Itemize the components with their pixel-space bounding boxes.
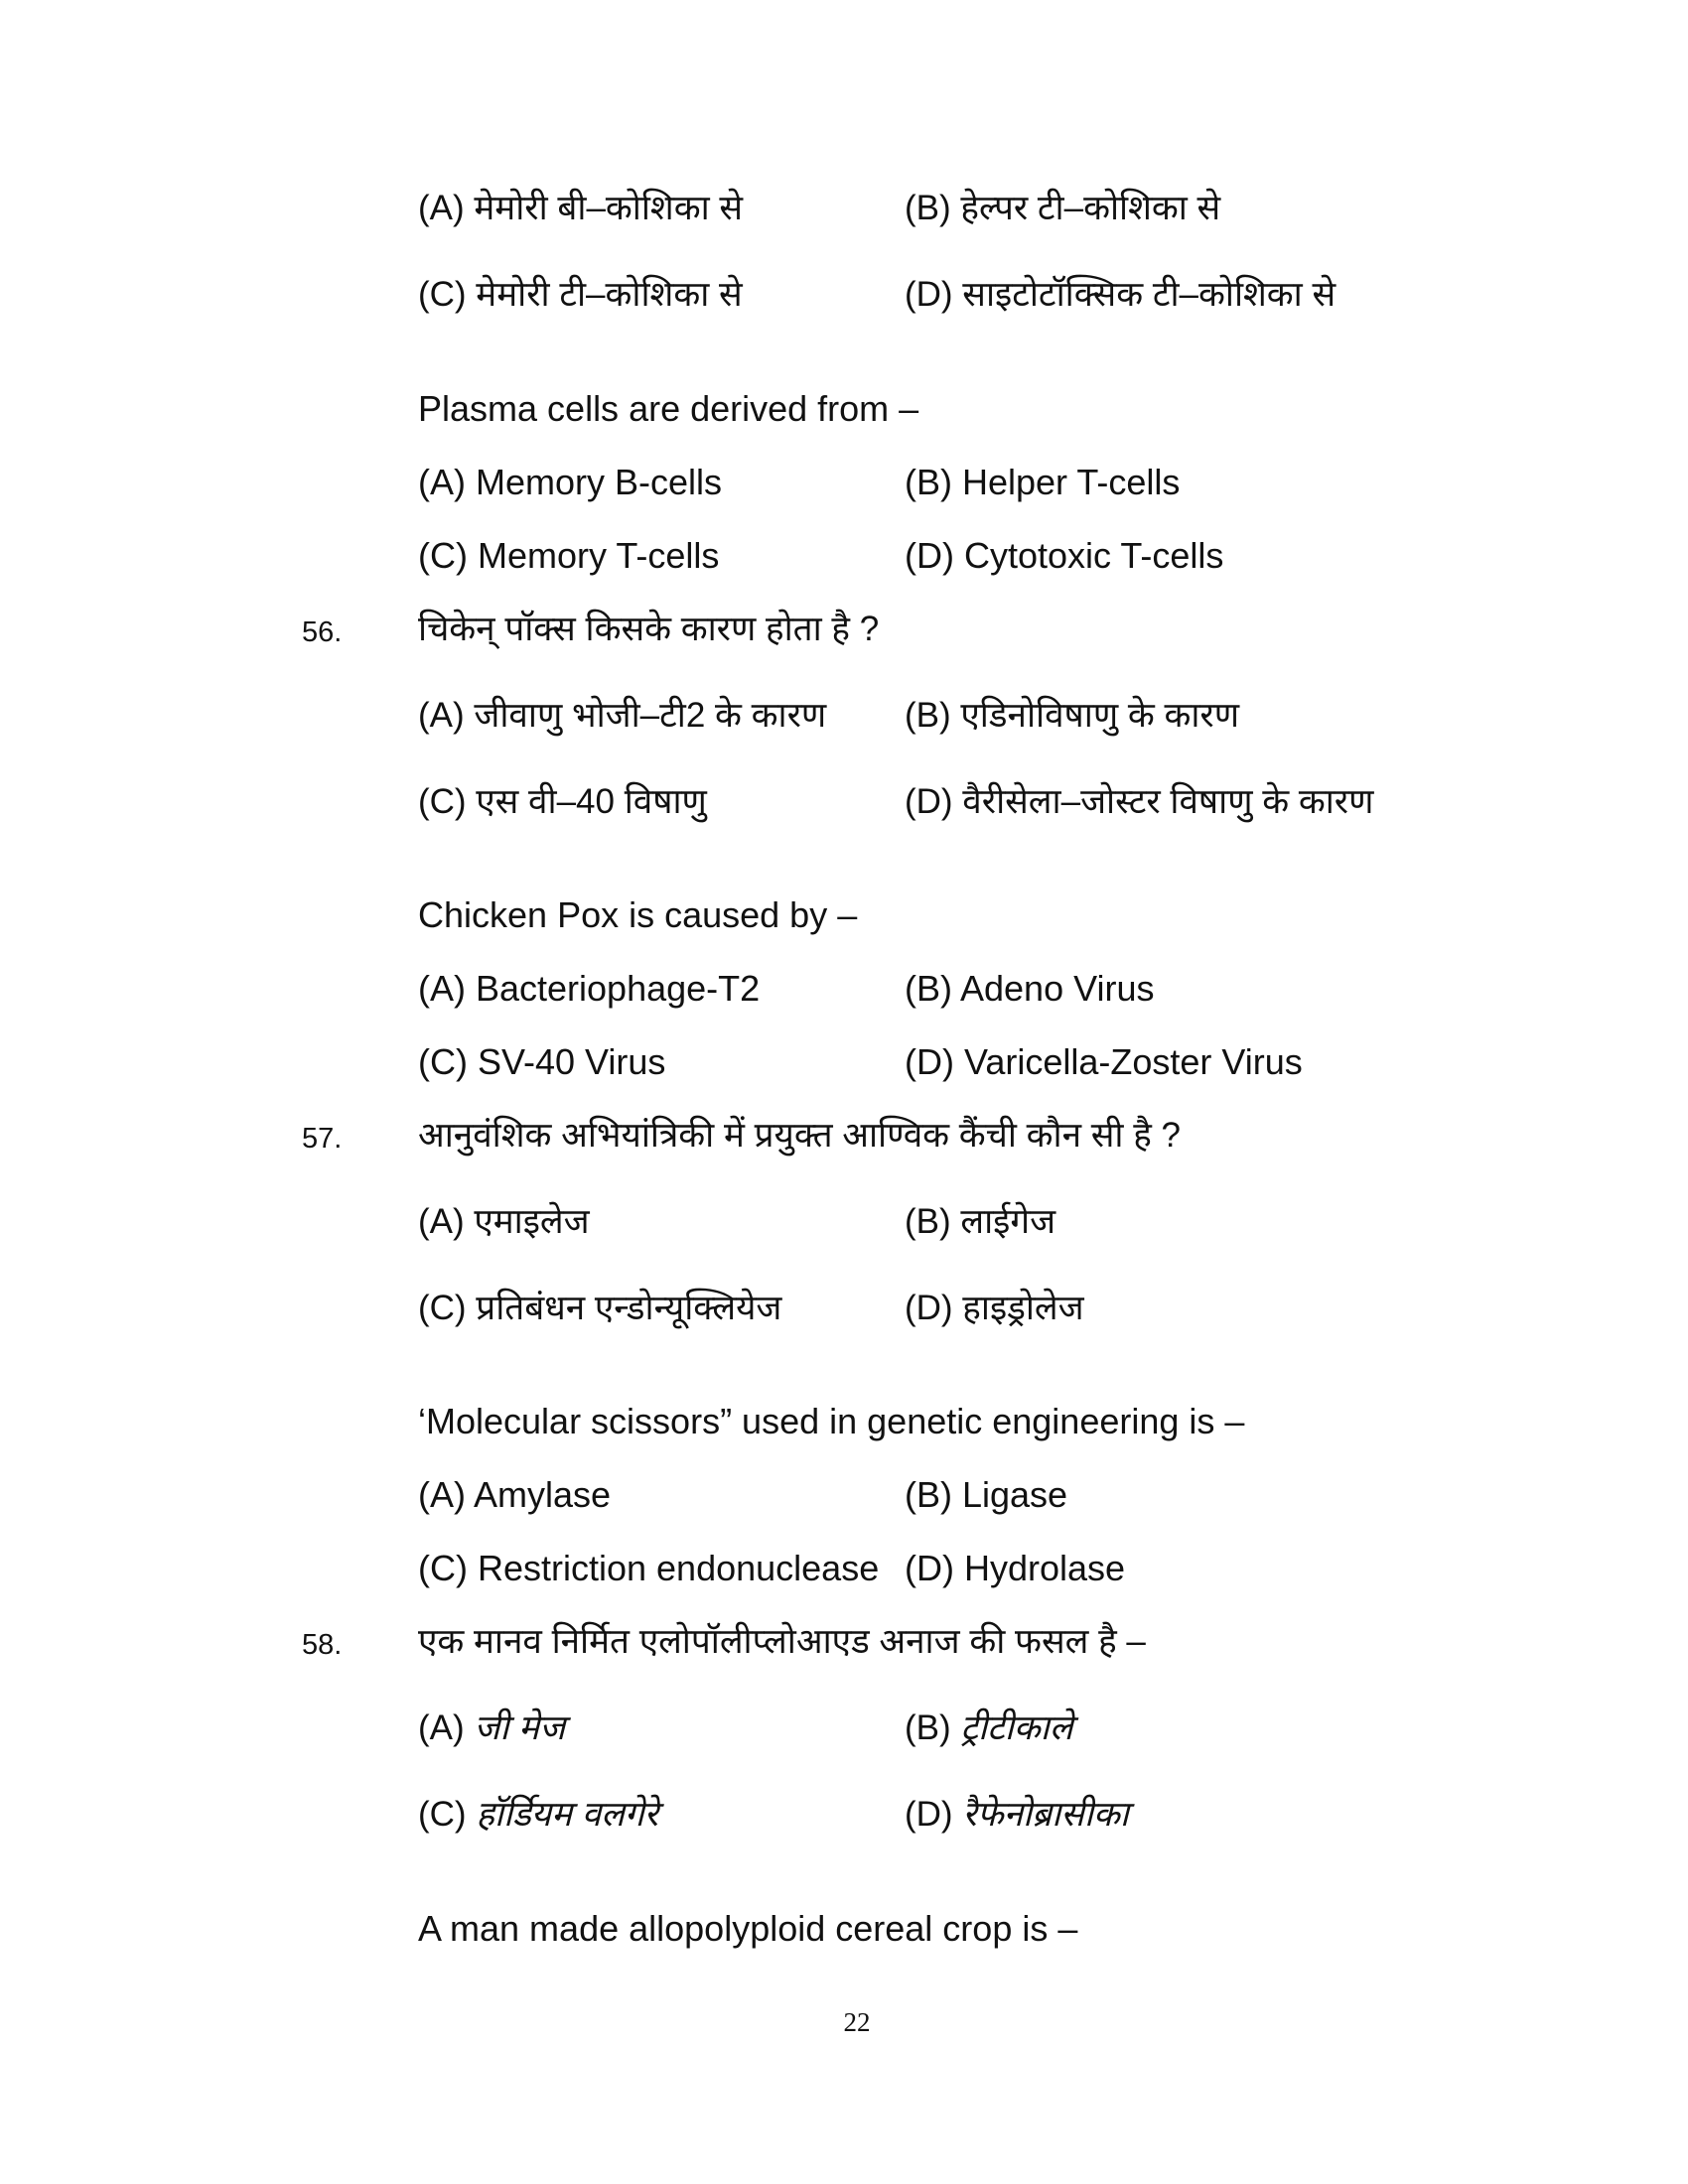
q57-en-option-d: (D) Hydrolase <box>905 1548 1126 1588</box>
q58-hi-option-d-label: (D) <box>905 1795 953 1834</box>
page-number: 22 <box>843 2007 871 2037</box>
q58-hi-option-d <box>905 1797 1129 1832</box>
q58-hi-option-c-text: हॉर्डियम वलगेरे <box>476 1795 658 1834</box>
q57-hi-option-a: (A) एमाइलेज <box>418 1202 590 1241</box>
q55-hi-option-b: (B) हेल्पर टी–कोशिका से <box>905 189 1221 227</box>
q55-en-option-b: (B) Helper T-cells <box>905 462 1181 502</box>
q55-hi-option-d: (D) साइटोटॉक्सिक टी–कोशिका से <box>905 275 1336 314</box>
q58-hi-option-a-text: जी मेज <box>474 1708 566 1747</box>
q56-hi-question: चिकेन् पॉक्स किसके कारण होता है ? <box>418 610 880 648</box>
q55-en-question: Plasma cells are derived from – <box>418 388 919 429</box>
q58-hi-option-b-text: ट्रीटीकाले <box>960 1708 1073 1747</box>
q57-hi-option-b: (B) लाईगेज <box>905 1202 1056 1241</box>
q56-hi-option-d: (D) वैरीसेला–जोस्टर विषाणु के कारण <box>905 782 1374 821</box>
q58-hi-option-a-label: (A) <box>418 1708 465 1747</box>
q58-hi-option-c-label: (C) <box>418 1795 467 1834</box>
q56-en-option-b: (B) Adeno Virus <box>905 968 1155 1009</box>
q55-en-option-a: (A) Memory B-cells <box>418 462 723 502</box>
q55-en-option-d: (D) Cytotoxic T-cells <box>905 535 1224 576</box>
q57-en-question: ‘Molecular scissors” used in genetic engineering is – <box>418 1401 1245 1441</box>
q56-hi-option-a: (A) जीवाणु भोजी–टी2 के कारण <box>418 696 827 735</box>
q56-en-option-d: (D) Varicella-Zoster Virus <box>905 1041 1303 1082</box>
q57-en-option-a: (A) Amylase <box>418 1474 612 1515</box>
q58-hi-option-b <box>905 1710 1072 1745</box>
q57-hi-option-c: (C) प्रतिबंधन एन्डोन्यूक्लियेज <box>418 1289 782 1327</box>
q58-hi-option-a <box>418 1710 565 1745</box>
q56-en-option-a: (A) Bacteriophage-T2 <box>418 968 761 1009</box>
q58-en-question: A man made allopolyploid cereal crop is – <box>418 1908 1078 1949</box>
q57-en-option-c: (C) Restriction endonuclease <box>418 1548 880 1588</box>
q56-hi-option-c: (C) एस वी–40 विषाणु <box>418 782 707 821</box>
q58-number: 58. <box>302 1629 343 1661</box>
q55-hi-option-c: (C) मेमोरी टी–कोशिका से <box>418 275 743 314</box>
q56-en-option-c: (C) SV-40 Virus <box>418 1041 666 1082</box>
q56-en-question: Chicken Pox is caused by – <box>418 894 858 935</box>
q56-number: 56. <box>302 616 343 648</box>
q58-hi-option-c <box>418 1797 658 1832</box>
q58-hi-option-b-label: (B) <box>905 1708 951 1747</box>
q57-number: 57. <box>302 1123 343 1155</box>
q58-hi-option-d-text: रैफेनोब्रासीका <box>962 1795 1129 1834</box>
q55-en-option-c: (C) Memory T-cells <box>418 535 720 576</box>
q58-hi-question: एक मानव निर्मित एलोपॉलीप्लोआएड अनाज की फसल है – <box>418 1622 1146 1661</box>
q57-hi-question: आनुवंशिक अभियांत्रिकी में प्रयुक्त आण्विक कैंची कौन सी है ? <box>418 1116 1181 1155</box>
q57-en-option-b: (B) Ligase <box>905 1474 1068 1515</box>
q57-hi-option-d: (D) हाइड्रोलेज <box>905 1289 1084 1327</box>
q55-hi-option-a: (A) मेमोरी बी–कोशिका से <box>418 189 744 227</box>
q56-hi-option-b: (B) एडिनोविषाणु के कारण <box>905 696 1240 735</box>
